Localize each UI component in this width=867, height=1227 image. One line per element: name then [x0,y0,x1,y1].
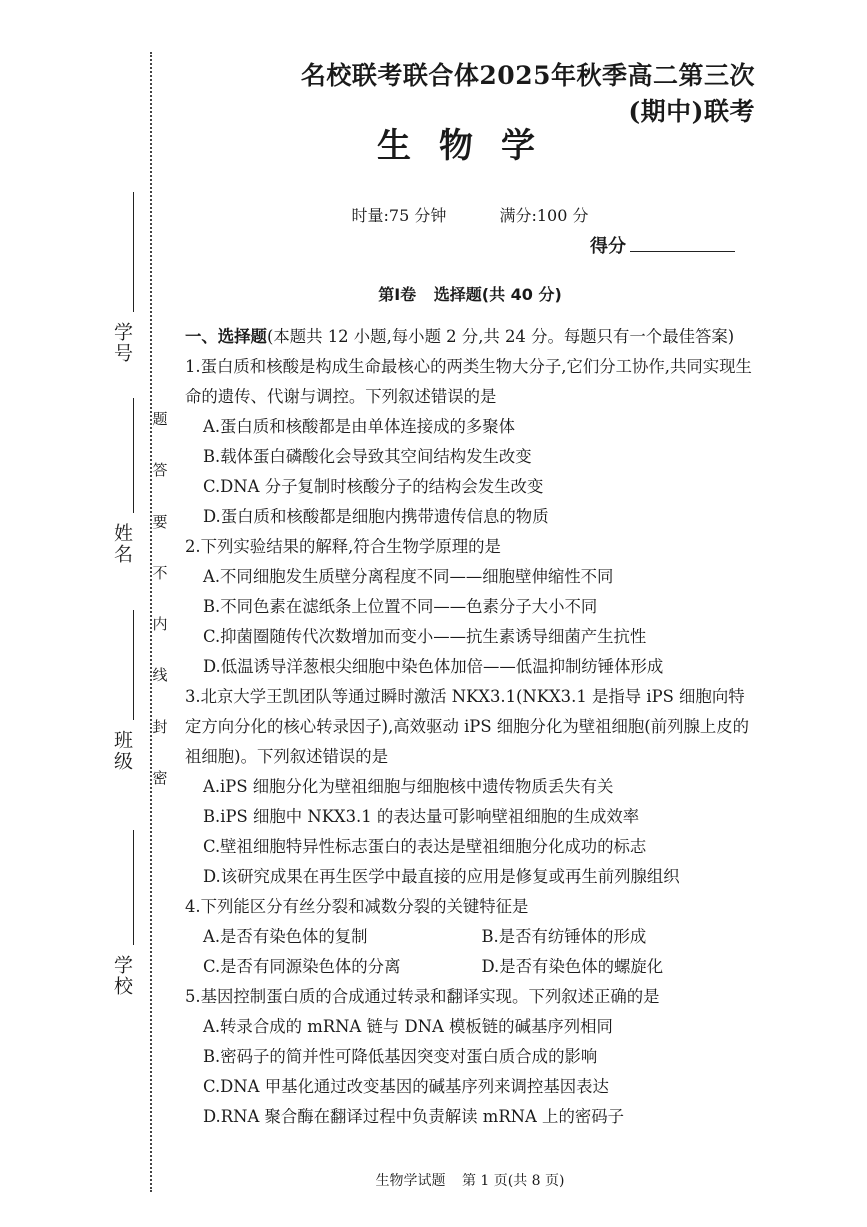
question-stem: 1.蛋白质和核酸是构成生命最核心的两类生物大分子,它们分工协作,共同实现生命的遗传、代谢与调控。下列叙述错误的是 [185,357,752,406]
seal-char: 不 [152,563,168,582]
option: B.iPS 细胞中 NKX3.1 的表达量可影响壁祖细胞的生成效率 [203,807,640,826]
option: A.不同细胞发生质壁分离程度不同——细胞壁伸缩性不同 [203,567,614,586]
question-4 [185,892,760,982]
question-stem: 2.下列实验结果的解释,符合生物学原理的是 [185,537,501,556]
part-label: 一、选择题 [185,327,267,346]
option: B.载体蛋白磷酸化会导致其空间结构发生改变 [203,447,532,466]
option: A.蛋白质和核酸都是由单体连接成的多聚体 [203,417,516,436]
field-school [105,830,137,1030]
option: C.壁祖细胞特异性标志蛋白的表达是壁祖细胞分化成功的标志 [203,837,647,856]
seal-char: 封 [152,717,168,736]
option: A.转录合成的 mRNA 链与 DNA 模板链的碱基序列相同 [203,1017,613,1036]
option-row [185,952,760,982]
option: D.该研究成果在再生医学中最直接的应用是修复或再生前列腺组织 [203,867,680,886]
field-label-student-id: 学号 [111,322,133,364]
part-desc: (本题共 12 小题,每小题 2 分,共 24 分。每题只有一个最佳答案) [266,327,735,346]
option: C.是否有同源染色体的分离 [203,957,401,976]
option-row [185,922,760,952]
field-label-school: 学校 [111,955,133,997]
question-list [185,322,760,1132]
seal-char: 内 [152,615,168,634]
footer-subject: 生物学试题 [375,1173,446,1189]
question-stem: 5.基因控制蛋白质的合成通过转录和翻译实现。下列叙述正确的是 [185,987,660,1006]
field-label-name: 姓名 [111,523,133,565]
option: B.是否有纺锤体的形成 [481,927,647,946]
field-line-school [133,830,134,945]
option: D.低温诱导洋葱根尖细胞中染色体加倍——低温抑制纺锤体形成 [203,657,664,676]
score-blank[interactable] [630,251,735,252]
question-stem: 3.北京大学王凯团队等通过瞬时激活 NKX3.1(NKX3.1 是指导 iPS 细胞向特定方向分化的核心转录因子),高效驱动 iPS 细胞分化为壁祖细胞(前列腺上皮的祖细胞)。下列叙述错误的是 [185,687,750,766]
question-3 [185,682,760,892]
option: A.iPS 细胞分化为壁祖细胞与细胞核中遗传物质丢失有关 [203,777,614,796]
option: B.不同色素在滤纸条上位置不同——色素分子大小不同 [203,597,598,616]
seal-char: 密 [152,768,168,787]
field-label-class: 班级 [111,730,133,772]
question-1 [185,352,760,532]
field-line-name [133,398,134,513]
seal-char: 题 [152,410,168,428]
option: C.抑菌圈随传代次数增加而变小——抗生素诱导细菌产生抗性 [203,627,647,646]
section-heading [185,282,755,305]
page-footer [185,1170,755,1190]
score-box [590,232,755,258]
question-2 [185,532,760,682]
section-title: 选择题(共 40 分) [433,285,562,304]
seal-char: 线 [152,666,168,685]
seal-warning [152,408,168,788]
option: B.密码子的简并性可降低基因突变对蛋白质合成的影响 [203,1047,598,1066]
question-stem: 4.下列能区分有丝分裂和减数分裂的关键特征是 [185,897,529,916]
full-score: 满分:100 分 [499,206,589,225]
time-limit: 时量:75 分钟 [351,206,447,225]
part-intro [185,322,760,352]
seal-char: 要 [152,512,168,531]
option: D.蛋白质和核酸都是细胞内携带遗传信息的物质 [203,507,549,526]
score-label: 得分 [590,236,626,257]
field-line-class [133,610,134,720]
field-line-student-id [133,192,134,312]
section-volume: 第Ⅰ卷 [378,285,417,304]
option: C.DNA 甲基化通过改变基因的碱基序列来调控基因表达 [203,1077,609,1096]
option: C.DNA 分子复制时核酸分子的结构会发生改变 [203,477,544,496]
exam-info [185,203,755,226]
option: D.RNA 聚合酶在翻译过程中负责解读 mRNA 上的密码子 [203,1107,625,1126]
field-name [105,398,137,598]
seal-char: 答 [152,461,168,480]
footer-page: 第 1 页(共 8 页) [461,1173,565,1189]
field-student-id [105,192,137,372]
question-5 [185,982,760,1132]
option: D.是否有染色体的螺旋化 [481,957,664,976]
field-class [105,610,137,820]
subject-title: 生物学 [377,126,563,166]
option: A.是否有染色体的复制 [203,927,368,946]
exam-title: 名校联考联合体2025年秋季高二第三次(期中)联考 [300,61,755,126]
